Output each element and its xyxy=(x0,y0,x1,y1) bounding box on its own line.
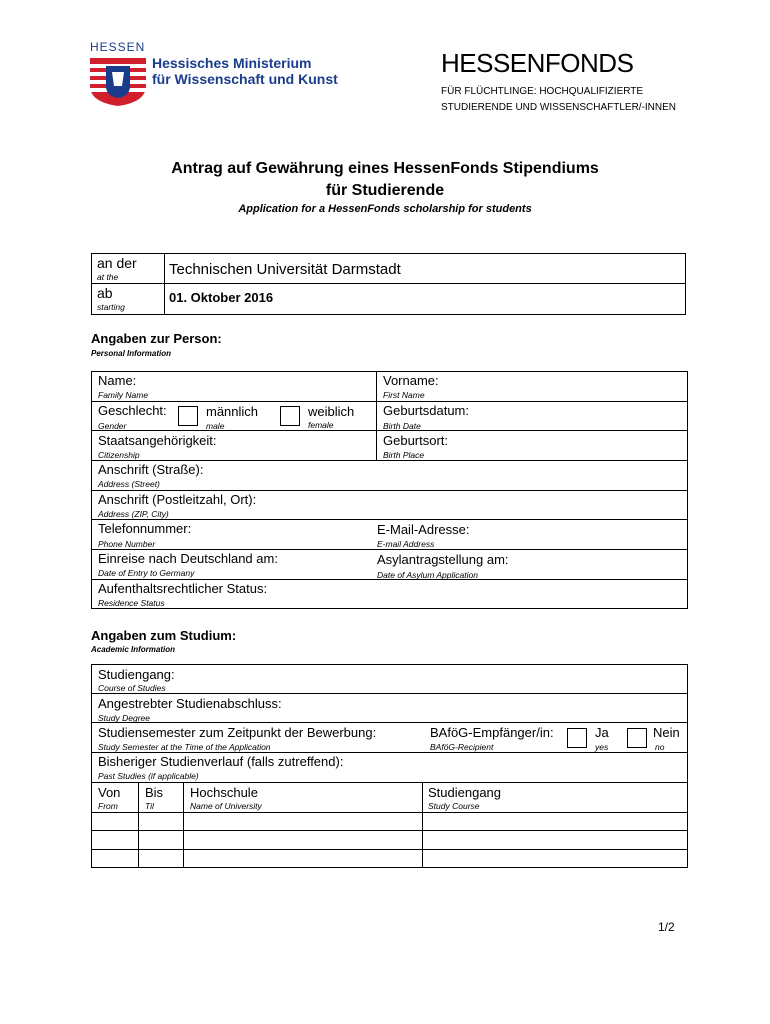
first-name-sub: First Name xyxy=(383,390,425,400)
birth-place-sub: Birth Place xyxy=(383,450,425,460)
degree-label: Angestrebter Studienabschluss: xyxy=(98,696,282,711)
entry-sub: Date of Entry to Germany xyxy=(98,568,195,578)
birth-date-sub: Birth Date xyxy=(383,421,421,431)
residence-sub: Residence Status xyxy=(98,598,165,608)
form-title-line-2: für Studierende xyxy=(325,182,445,199)
email-sub: E-mail Address xyxy=(377,539,435,549)
at-sub: at the xyxy=(97,272,119,282)
birth-date-label: Geburtsdatum: xyxy=(383,403,469,418)
male-sub: male xyxy=(206,421,225,431)
no-sub: no xyxy=(655,742,665,752)
zip-city-sub: Address (ZIP, City) xyxy=(98,509,169,519)
personal-heading: Angaben zur Person: xyxy=(91,331,222,346)
page-number: 1/2 xyxy=(658,920,675,934)
col-till-sub: Til xyxy=(145,801,154,811)
phone-sub: Phone Number xyxy=(98,539,156,549)
bafoeg-no-checkbox[interactable] xyxy=(627,728,647,748)
bafoeg-label: BAföG-Empfänger/in: xyxy=(430,725,554,740)
semester-label: Studiensemester zum Zeitpunkt der Bewerbung: xyxy=(98,725,377,740)
residence-label: Aufenthaltsrechtlicher Status: xyxy=(98,581,268,596)
form-title xyxy=(0,158,770,202)
ministry-name xyxy=(152,55,338,87)
email-label: E-Mail-Adresse: xyxy=(377,522,470,537)
ministry-line-2: für Wissenschaft und Kunst xyxy=(152,71,338,87)
semester-sub: Study Semester at the Time of the Application xyxy=(98,742,271,752)
study-heading-sub: Academic Information xyxy=(91,645,176,654)
start-sub: starting xyxy=(97,302,125,312)
name-label: Name: xyxy=(98,373,137,388)
col-university-label: Hochschule xyxy=(190,785,258,800)
no-label: Nein xyxy=(653,725,680,740)
male-checkbox[interactable] xyxy=(178,406,198,426)
street-sub: Address (Street) xyxy=(98,479,160,489)
asylum-sub: Date of Asylum Application xyxy=(377,570,478,580)
yes-sub: yes xyxy=(595,742,609,752)
col-from-sub: From xyxy=(98,801,118,811)
state-wordmark: HESSEN xyxy=(90,40,146,54)
gender-label: Geschlecht: xyxy=(98,403,167,418)
start-label: ab xyxy=(97,285,113,301)
phone-label: Telefonnummer: xyxy=(98,521,192,536)
yes-label: Ja xyxy=(595,725,609,740)
at-label: an der xyxy=(97,255,137,271)
personal-heading-sub: Personal Information xyxy=(91,349,172,358)
coat-of-arms-logo xyxy=(88,56,148,108)
female-sub: female xyxy=(308,420,334,430)
col-course-sub: Study Course xyxy=(428,801,480,811)
col-from-label: Von xyxy=(98,785,121,800)
entry-label: Einreise nach Deutschland am: xyxy=(98,551,278,566)
col-course-label: Studiengang xyxy=(428,785,502,800)
bafoeg-yes-checkbox[interactable] xyxy=(567,728,587,748)
past-studies-sub: Past Studies (if applicable) xyxy=(98,771,199,781)
past-studies-label: Bisheriger Studienverlauf (falls zutreffend): xyxy=(98,754,344,769)
male-label: männlich xyxy=(206,404,259,419)
ministry-line-1: Hessisches Ministerium xyxy=(152,55,312,71)
gender-sub: Gender xyxy=(98,421,127,431)
birth-place-label: Geburtsort: xyxy=(383,433,449,448)
degree-sub: Study Degree xyxy=(98,713,150,723)
citizenship-label: Staatsangehörigkeit: xyxy=(98,433,217,448)
bafoeg-sub: BAföG-Recipient xyxy=(430,742,494,752)
start-value[interactable]: 01. Oktober 2016 xyxy=(169,290,274,305)
female-checkbox[interactable] xyxy=(280,406,300,426)
fund-subtitle-1: FÜR FLÜCHTLINGE: HOCHQUALIFIZIERTE xyxy=(441,86,644,97)
col-till-label: Bis xyxy=(145,785,164,800)
asylum-label: Asylantragstellung am: xyxy=(377,552,509,567)
fund-subtitle-2: STUDIERENDE UND WISSENSCHAFTLER/-INNEN xyxy=(441,102,677,113)
form-subtitle: Application for a HessenFonds scholarship for students xyxy=(238,203,532,215)
course-label: Studiengang: xyxy=(98,667,175,682)
course-sub: Course of Studies xyxy=(98,683,166,693)
citizenship-sub: Citizenship xyxy=(98,450,140,460)
col-university-sub: Name of University xyxy=(190,801,262,811)
form-title-line-1: Antrag auf Gewährung eines HessenFonds Stipendiums xyxy=(171,160,599,177)
study-heading: Angaben zum Studium: xyxy=(91,628,237,643)
university-value[interactable]: Technischen Universität Darmstadt xyxy=(169,261,401,278)
first-name-label: Vorname: xyxy=(383,373,439,388)
female-label: weiblich xyxy=(308,404,355,419)
name-sub: Family Name xyxy=(98,390,149,400)
fund-title: HESSENFONDS xyxy=(441,48,634,78)
zip-city-label: Anschrift (Postleitzahl, Ort): xyxy=(98,492,257,507)
street-label: Anschrift (Straße): xyxy=(98,462,204,477)
